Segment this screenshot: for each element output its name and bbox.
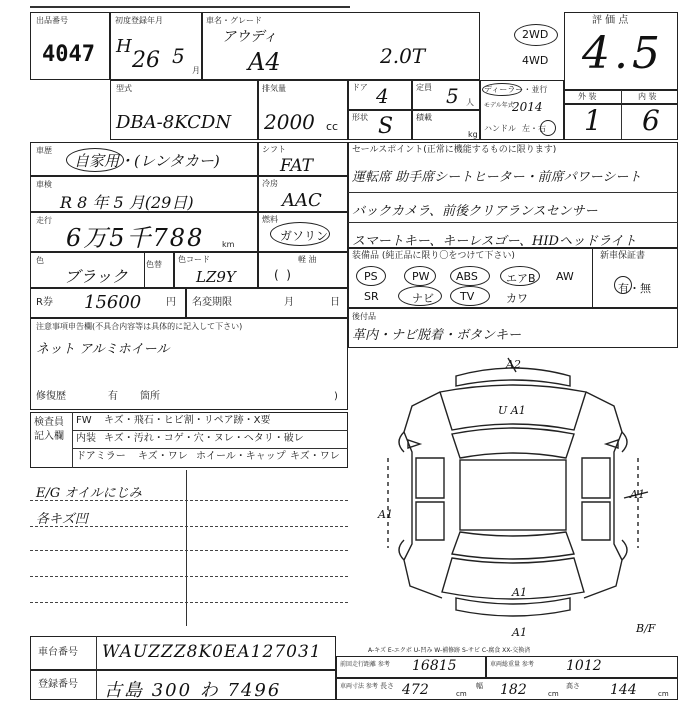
mirror-label: ドアミラー	[76, 451, 126, 462]
reg-year: 26	[132, 48, 160, 73]
load-label: 積載	[416, 113, 432, 122]
cooler-label: 冷房	[262, 179, 278, 188]
handle-label: ハンドル	[484, 124, 516, 133]
lot-number: 4047	[42, 42, 95, 67]
mark-ua1: U A1	[498, 404, 526, 417]
score-overall: 4.5	[582, 28, 664, 79]
color-change-label: 色替	[146, 260, 162, 269]
maker-name: アウディ	[222, 29, 277, 45]
inspector-label-1: 検査員	[34, 417, 64, 428]
prev-odo-label: 前回走行距離 参考	[340, 661, 390, 668]
inspection-label: 車検	[36, 180, 52, 189]
equip-airbag-circle	[500, 266, 540, 286]
equip-abs: ABS	[456, 270, 478, 283]
repair-paren: )	[334, 391, 338, 402]
top-header-strip	[30, 0, 350, 8]
plate-value: 古島 300 わ 7496	[104, 680, 282, 701]
lot-label: 出品番号	[36, 16, 68, 25]
usage-label: 車歴	[36, 146, 52, 155]
model-name: A4	[248, 48, 281, 76]
type-label: 型式	[116, 84, 132, 93]
width-label: 幅	[476, 682, 483, 690]
mirror-text: キズ・ワレ	[138, 451, 188, 462]
door-value: 4	[376, 84, 389, 108]
plate-label: 登録番号	[38, 679, 78, 690]
drive-4wd: 4WD	[522, 54, 549, 67]
equip-ps: PS	[364, 270, 378, 283]
equip-abs-circle	[450, 266, 490, 286]
notes-box	[30, 318, 348, 410]
ext-int-values	[564, 104, 678, 140]
chassis-value: WAUZZZ8K0EA127031	[102, 642, 322, 662]
sales-line-2: バックカメラ、前後クリアランスセンサー	[352, 204, 598, 219]
mark-a1-right: A1	[630, 488, 645, 501]
door-label: ドア	[352, 83, 368, 92]
equip-navi-circle	[398, 286, 442, 306]
term-day: 日	[330, 297, 340, 308]
handle-right-circle	[540, 120, 556, 136]
height-unit: cm	[658, 690, 669, 698]
equip-sr: SR	[364, 290, 379, 303]
light-oil-label: 軽 油	[298, 255, 317, 264]
fuel-label: 燃料	[262, 215, 278, 224]
equip-label: 装備品 (純正品に限り〇をつけて下さい)	[352, 251, 515, 261]
width-value: 182	[500, 682, 527, 698]
mark-a1-bottom: A1	[512, 626, 527, 639]
aftermarket-label: 後付品	[352, 312, 376, 321]
seat-label: 定員	[416, 83, 432, 92]
interior-text: キズ・汚れ・コゲ・穴・ヌレ・ヘタリ・破レ	[104, 433, 304, 444]
color-code-label: 色コード	[178, 255, 210, 264]
color-value: ブラック	[64, 267, 128, 286]
damage-legend: A-キズ E-エクボ U-凹み W-補修跡 S-サビ C-腐食 XX-交換済	[368, 647, 531, 654]
usage-value: 自家用・(レンタカー)	[74, 152, 220, 170]
load-unit: kg	[468, 130, 478, 139]
notes-label: 注意事項申告欄(不具合内容等は具体的に記入して下さい)	[36, 322, 243, 331]
weight-value: 1012	[566, 658, 602, 674]
equip-navi: ナビ	[412, 292, 434, 305]
warranty-value: 有・無	[618, 282, 651, 295]
reg-month: 5	[172, 44, 185, 68]
mileage-value: 6万5千788	[66, 224, 205, 252]
name-label: 車名・グレード	[206, 16, 262, 25]
shape-value: S	[378, 114, 394, 139]
handle-options: 左・右	[522, 124, 546, 133]
equip-tv: TV	[460, 290, 475, 303]
cooler-value: AAC	[282, 190, 322, 211]
ext-score: 1	[584, 104, 602, 137]
mark-a1-left: A1	[378, 508, 393, 521]
int-label: 内 装	[638, 92, 657, 101]
dims-label: 車両寸法 参考	[340, 683, 378, 690]
equip-tv-circle	[450, 286, 490, 306]
light-oil-paren: ( )	[274, 268, 291, 282]
mark-a2: A2	[506, 358, 521, 371]
recycle-value: 15600	[84, 292, 142, 313]
equip-aw: AW	[556, 270, 574, 283]
weight-label: 車両総重量 参考	[490, 661, 534, 668]
score-label: 評 価 点	[592, 15, 629, 26]
inspection-value: R 8 年 5 月(29日)	[60, 193, 194, 212]
int-score: 6	[642, 104, 660, 137]
mark-a1-rear: A1	[512, 586, 527, 599]
cc-label: 排気量	[262, 84, 286, 93]
shape-label: 形状	[352, 113, 368, 122]
reg-label: 初度登録年月	[115, 16, 163, 25]
cc-unit: cc	[326, 120, 339, 133]
seat-unit: 人	[466, 98, 474, 107]
recycle-yen: 円	[166, 297, 176, 308]
height-label: 高さ	[566, 682, 580, 690]
inspector-label-2: 記入欄	[34, 431, 64, 442]
grade-name: 2.0T	[380, 44, 426, 68]
notes-value: ネット アルミホイール	[36, 342, 170, 357]
type-value: DBA-8KCDN	[116, 112, 232, 133]
ext-label: 外 装	[578, 92, 597, 101]
shift-value: FAT	[280, 156, 314, 176]
aftermarket-value: 革内・ナビ脱着・ボタンキー	[352, 328, 522, 343]
mileage-unit: km	[222, 240, 235, 249]
wheel-text: キズ・ワレ	[290, 451, 340, 462]
mileage-label: 走行	[36, 216, 52, 225]
repair-place: 箇所	[140, 391, 160, 402]
term-label: 名変期限	[192, 297, 232, 308]
wheel-label: ホイール・キャップ	[196, 451, 286, 462]
width-unit: cm	[548, 690, 559, 698]
color-code: LZ9Y	[196, 268, 236, 286]
equip-airbag: エアB	[506, 272, 536, 285]
repair-value: 有	[108, 391, 118, 402]
height-value: 144	[610, 682, 637, 698]
color-change-box	[144, 252, 174, 288]
prev-odo-value: 16815	[412, 658, 457, 674]
color-label: 色	[36, 256, 44, 265]
seat-value: 5	[446, 84, 459, 108]
equip-kawa: カワ	[506, 292, 528, 305]
model-year-value: 2014	[512, 100, 543, 114]
equip-ps-circle	[356, 266, 386, 286]
cc-value: 2000	[264, 110, 315, 134]
sales-label: セールスポイント(正常に機能するものに限ります)	[352, 145, 557, 155]
fuel-value: ガソリン	[280, 229, 329, 243]
dealer-label: ディーラー・並行	[484, 85, 548, 94]
sales-line-3: スマートキー、キーレスゴー、HIDヘッドライト	[352, 234, 637, 249]
term-month: 月	[284, 297, 294, 308]
length-label: 長さ	[380, 682, 394, 690]
remark-line-2: 各キズ凹	[36, 512, 88, 527]
sales-line-1: 運転席 助手席シートヒーター・前席パワーシート	[352, 170, 642, 185]
recycle-label: R券	[36, 297, 53, 308]
shift-label: シフト	[262, 145, 286, 154]
length-unit: cm	[456, 690, 467, 698]
chassis-label: 車台番号	[38, 647, 78, 658]
fw-label: FW	[76, 415, 92, 426]
warranty-label: 新車保証書	[600, 251, 646, 261]
model-year-label: モデル年式	[484, 102, 514, 109]
interior-label: 内装	[76, 433, 96, 444]
corner-note: B/F	[636, 622, 656, 635]
equip-pw: PW	[412, 270, 430, 283]
remark-line-1: E/G オイルにじみ	[36, 486, 142, 501]
reg-era: H	[116, 36, 132, 57]
repair-label: 修復歴	[36, 391, 66, 402]
reg-month-unit: 月	[192, 66, 200, 75]
fw-text: キズ・飛石・ヒビ割・リペア跡・X要	[104, 415, 271, 426]
warranty-circle	[614, 276, 632, 294]
length-value: 472	[402, 682, 429, 698]
equip-pw-circle	[404, 266, 436, 286]
drive-2wd: 2WD	[522, 28, 549, 41]
